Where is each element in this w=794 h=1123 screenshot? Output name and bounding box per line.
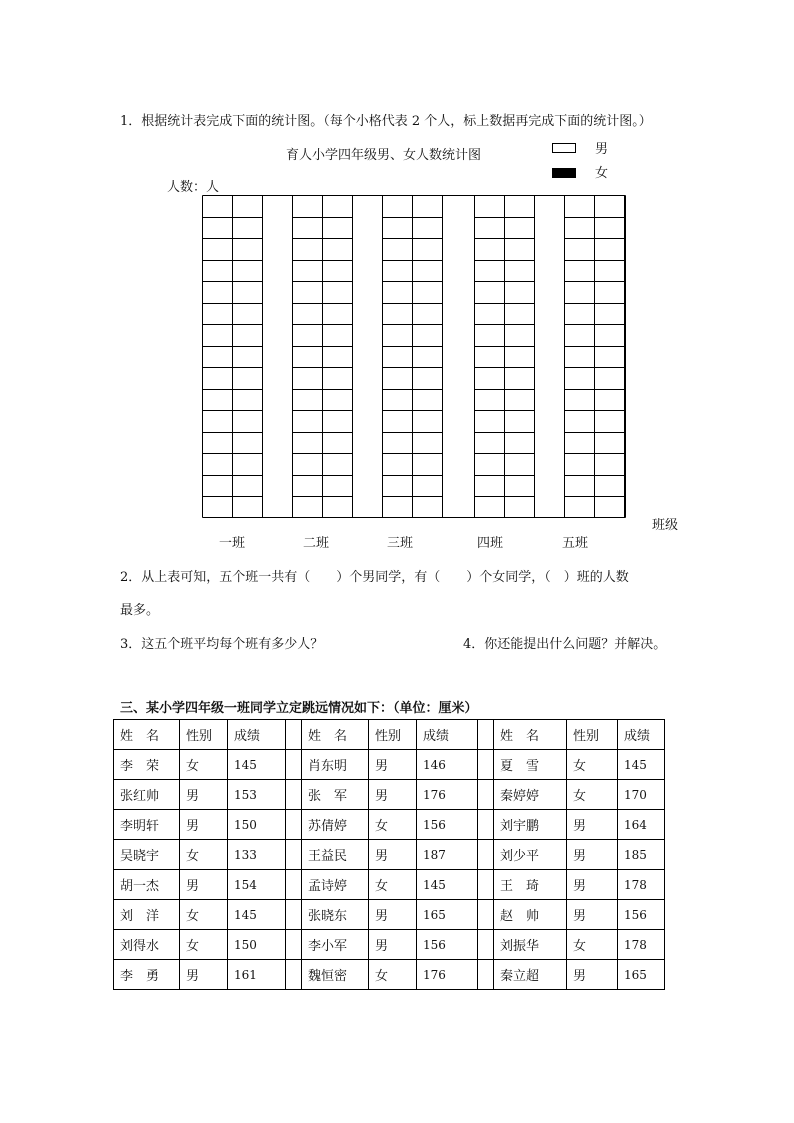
student-score: 161 xyxy=(228,960,286,990)
table-row xyxy=(114,840,665,870)
table-row xyxy=(114,870,665,900)
legend-male-label: 男 xyxy=(595,142,609,157)
student-name: 张红帅 xyxy=(114,780,180,810)
student-score: 176 xyxy=(417,960,478,990)
student-name: 李小军 xyxy=(302,930,369,960)
legend-female-label: 女 xyxy=(595,166,609,181)
table-body xyxy=(114,720,665,990)
student-gender: 男 xyxy=(180,810,228,840)
student-name: 苏倩婷 xyxy=(302,810,369,840)
column-gap xyxy=(478,750,494,780)
student-gender: 女 xyxy=(567,780,618,810)
column-gap xyxy=(478,870,494,900)
student-score: 145 xyxy=(228,900,286,930)
student-gender: 女 xyxy=(567,750,618,780)
header-score: 成绩 xyxy=(618,720,665,750)
column-gap xyxy=(286,870,302,900)
column-gap xyxy=(286,780,302,810)
question-1: 1．根据统计表完成下面的统计图。（每个小格代表 2 个人，标上数据再完成下面的统计图。） xyxy=(120,114,652,129)
student-name: 李 荣 xyxy=(114,750,180,780)
student-score: 178 xyxy=(618,870,665,900)
student-score: 150 xyxy=(228,930,286,960)
column-gap xyxy=(286,720,302,750)
header-gender: 性别 xyxy=(567,720,618,750)
student-gender: 女 xyxy=(180,930,228,960)
column-gap xyxy=(286,810,302,840)
student-gender: 女 xyxy=(180,840,228,870)
column-gap xyxy=(478,720,494,750)
student-score: 185 xyxy=(618,840,665,870)
header-score: 成绩 xyxy=(228,720,286,750)
legend-female-swatch xyxy=(552,168,576,178)
table-row xyxy=(114,930,665,960)
student-gender: 男 xyxy=(567,960,618,990)
student-score: 165 xyxy=(417,900,478,930)
header-score: 成绩 xyxy=(417,720,478,750)
student-gender: 女 xyxy=(180,900,228,930)
student-score: 145 xyxy=(228,750,286,780)
column-gap xyxy=(478,960,494,990)
student-score: 176 xyxy=(417,780,478,810)
column-gap xyxy=(478,930,494,960)
section-3-title: 三、某小学四年级一班同学立定跳远情况如下：（单位：厘米） xyxy=(120,701,478,716)
header-name: 姓 名 xyxy=(302,720,369,750)
column-gap xyxy=(478,780,494,810)
student-name: 赵 帅 xyxy=(494,900,567,930)
table-row xyxy=(114,810,665,840)
column-gap xyxy=(286,900,302,930)
bar-chart-grid xyxy=(202,195,626,518)
class-label-2: 二班 xyxy=(302,536,329,551)
student-score: 156 xyxy=(417,810,478,840)
student-name: 秦立超 xyxy=(494,960,567,990)
legend-male-swatch xyxy=(552,143,576,153)
student-name: 刘得水 xyxy=(114,930,180,960)
student-gender: 女 xyxy=(180,750,228,780)
student-score: 156 xyxy=(618,900,665,930)
student-name: 孟诗婷 xyxy=(302,870,369,900)
header-gender: 性别 xyxy=(180,720,228,750)
column-gap xyxy=(286,930,302,960)
student-name: 夏 雪 xyxy=(494,750,567,780)
student-name: 王益民 xyxy=(302,840,369,870)
student-name: 秦婷婷 xyxy=(494,780,567,810)
student-name: 李明轩 xyxy=(114,810,180,840)
student-name: 肖东明 xyxy=(302,750,369,780)
student-gender: 男 xyxy=(369,780,417,810)
class-label-5: 五班 xyxy=(561,536,588,551)
student-score: 187 xyxy=(417,840,478,870)
column-gap xyxy=(478,810,494,840)
student-score: 145 xyxy=(417,870,478,900)
student-gender: 男 xyxy=(369,900,417,930)
column-gap xyxy=(286,960,302,990)
grid-svg xyxy=(202,195,626,518)
student-gender: 男 xyxy=(567,840,618,870)
student-name: 吴晓宇 xyxy=(114,840,180,870)
student-name: 李 勇 xyxy=(114,960,180,990)
column-gap xyxy=(286,750,302,780)
student-score: 170 xyxy=(618,780,665,810)
student-gender: 男 xyxy=(369,750,417,780)
header-name: 姓 名 xyxy=(494,720,567,750)
student-score: 165 xyxy=(618,960,665,990)
long-jump-table xyxy=(113,719,665,990)
student-gender: 男 xyxy=(369,930,417,960)
table-row xyxy=(114,750,665,780)
table-row xyxy=(114,900,665,930)
table-header-row xyxy=(114,720,665,750)
table-row xyxy=(114,960,665,990)
question-2-line-2: 最多。 xyxy=(120,603,160,618)
student-gender: 男 xyxy=(369,840,417,870)
student-name: 张晓东 xyxy=(302,900,369,930)
student-score: 133 xyxy=(228,840,286,870)
student-gender: 男 xyxy=(180,960,228,990)
student-name: 刘少平 xyxy=(494,840,567,870)
student-gender: 女 xyxy=(567,930,618,960)
student-gender: 男 xyxy=(567,900,618,930)
column-gap xyxy=(478,900,494,930)
header-name: 姓 名 xyxy=(114,720,180,750)
question-3: 3．这五个班平均每个班有多少人？ xyxy=(120,637,324,652)
chart-title: 育人小学四年级男、女人数统计图 xyxy=(286,148,482,163)
x-axis-label: 班级 xyxy=(652,518,679,533)
header-gender: 性别 xyxy=(369,720,417,750)
student-gender: 男 xyxy=(567,810,618,840)
student-gender: 女 xyxy=(369,870,417,900)
student-score: 153 xyxy=(228,780,286,810)
student-score: 154 xyxy=(228,870,286,900)
student-name: 魏恒密 xyxy=(302,960,369,990)
student-gender: 男 xyxy=(180,780,228,810)
question-2-line-1: 2．从上表可知，五个班一共有（ ）个男同学，有（ ）个女同学，（ ）班的人数 xyxy=(120,570,629,585)
student-name: 胡一杰 xyxy=(114,870,180,900)
student-score: 150 xyxy=(228,810,286,840)
student-score: 156 xyxy=(417,930,478,960)
question-4: 4．你还能提出什么问题？并解决。 xyxy=(463,637,667,652)
table-row xyxy=(114,780,665,810)
class-label-3: 三班 xyxy=(386,536,413,551)
student-name: 王 琦 xyxy=(494,870,567,900)
student-name: 刘振华 xyxy=(494,930,567,960)
column-gap xyxy=(478,840,494,870)
class-label-4: 四班 xyxy=(476,536,503,551)
student-score: 146 xyxy=(417,750,478,780)
y-axis-label: 人数：人 xyxy=(167,180,220,195)
student-score: 164 xyxy=(618,810,665,840)
student-gender: 男 xyxy=(180,870,228,900)
student-name: 刘宇鹏 xyxy=(494,810,567,840)
student-gender: 男 xyxy=(567,870,618,900)
student-gender: 女 xyxy=(369,810,417,840)
student-name: 张 军 xyxy=(302,780,369,810)
student-score: 178 xyxy=(618,930,665,960)
student-gender: 女 xyxy=(369,960,417,990)
student-name: 刘 洋 xyxy=(114,900,180,930)
class-label-1: 一班 xyxy=(218,536,245,551)
column-gap xyxy=(286,840,302,870)
student-score: 145 xyxy=(618,750,665,780)
